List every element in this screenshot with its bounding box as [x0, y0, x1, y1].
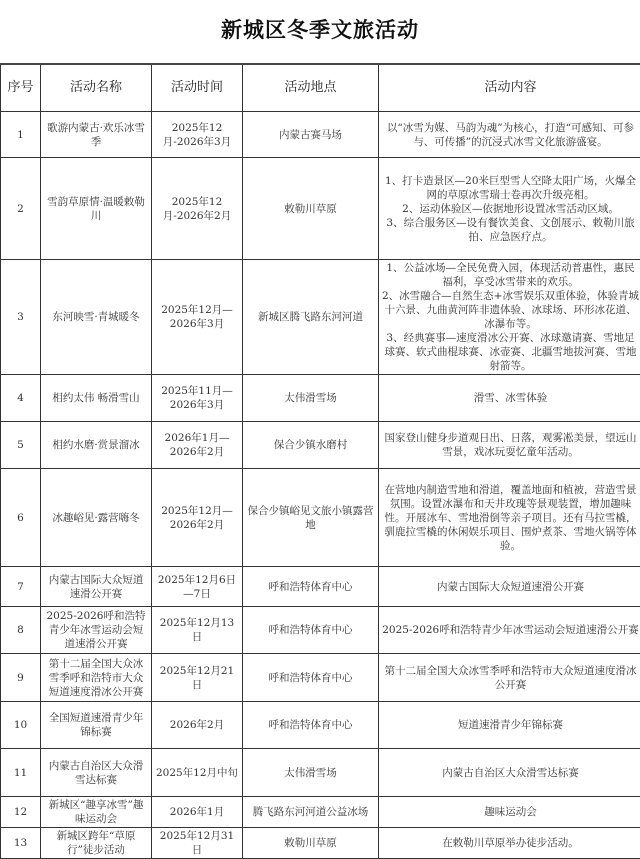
activity-name: 新城区“趣享冰雪”趣味运动会 [41, 797, 152, 828]
activity-name: 相约水磨·赏景溜冰 [41, 422, 152, 469]
activity-name: 新城区跨年“草原行”徒步活动 [41, 828, 152, 859]
content-line: 2、冰雪融合—自然生态+冰雪娱乐双重体验，体验青城十六景、九曲黄河阵非遗体验、冰球场、环形冰花道、冰瀑布等。 [382, 289, 639, 331]
content-line: 在敕勒川草原举办徒步活动。 [382, 836, 639, 850]
content-line: 1、打卡造景区—20米巨型雪人空降太阳广场，火爆全网的草原冰雪瑞士卷再次升级亮相。 [382, 174, 639, 202]
activity-time: 2025年12月-2026年3月 [152, 112, 243, 158]
activity-time: 2025年12月中旬 [152, 749, 243, 797]
table-row [1, 469, 640, 567]
activity-time: 2026年2月 [152, 702, 243, 749]
activity-name: 第十二届全国大众冰雪季呼和浩特市大众短道速度滑冰公开赛 [41, 654, 152, 702]
activity-time: 2025年12月—2026年2月 [152, 469, 243, 567]
activity-time: 2025年12月31日 [152, 828, 243, 859]
activity-name: 内蒙古国际大众短道速滑公开赛 [41, 567, 152, 607]
activity-name: 东河映雪·青城暖冬 [41, 260, 152, 375]
activity-time: 2026年1月 [152, 797, 243, 828]
activity-table [0, 63, 640, 859]
activity-time: 2025年12月13日 [152, 607, 243, 654]
activity-name: 2025-2026呼和浩特青少年冰雪运动会短道速滑公开赛 [41, 607, 152, 654]
activity-location: 保合少镇峪见文旅小镇露营地 [243, 469, 379, 567]
activity-time: 2025年12月21日 [152, 654, 243, 702]
header-content: 活动内容 [379, 64, 640, 112]
row-index: 3 [1, 260, 41, 375]
content-line: 以“冰雪为媒、马韵为魂”为核心，打造“可感知、可参与、可传播”的沉浸式冰雪文化旅游盛宴。 [382, 121, 639, 149]
activity-location: 敕勒川草原 [243, 158, 379, 260]
row-index: 13 [1, 828, 41, 859]
activity-content [379, 469, 640, 567]
activity-content [379, 158, 640, 260]
content-line: 第十二届全国大众冰雪季呼和浩特市大众短道速度滑冰公开赛 [382, 664, 639, 692]
activity-name: 内蒙古自治区大众滑雪达标赛 [41, 749, 152, 797]
row-index: 11 [1, 749, 41, 797]
activity-location: 太伟滑雪场 [243, 749, 379, 797]
table-row [1, 375, 640, 422]
row-index: 2 [1, 158, 41, 260]
activity-time: 2025年11月—2026年3月 [152, 375, 243, 422]
content-line: 短道速滑青少年锦标赛 [382, 718, 639, 732]
activity-location: 内蒙古赛马场 [243, 112, 379, 158]
activity-content [379, 702, 640, 749]
row-index: 6 [1, 469, 41, 567]
activity-location: 呼和浩特体育中心 [243, 654, 379, 702]
content-line: 内蒙古自治区大众滑雪达标赛 [382, 766, 639, 780]
activity-name: 冰趣峪见·露营嗨冬 [41, 469, 152, 567]
activity-content [379, 797, 640, 828]
activity-content [379, 567, 640, 607]
activity-location: 新城区腾飞路东河河道 [243, 260, 379, 375]
content-line: 滑雪、冰雪体验 [382, 391, 639, 405]
activity-name: 雪韵草原情·温暖敕勒川 [41, 158, 152, 260]
activity-time: 2025年12月-2026年2月 [152, 158, 243, 260]
header-index: 序号 [1, 64, 41, 112]
activity-content [379, 260, 640, 375]
activity-content [379, 112, 640, 158]
activity-name: 全国短道速滑青少年锦标赛 [41, 702, 152, 749]
activity-location: 太伟滑雪场 [243, 375, 379, 422]
activity-time: 2025年12月—2026年3月 [152, 260, 243, 375]
activity-location: 呼和浩特体育中心 [243, 567, 379, 607]
activity-location: 保合少镇水磨村 [243, 422, 379, 469]
activity-time: 2026年1月—2026年2月 [152, 422, 243, 469]
table-row [1, 749, 640, 797]
content-line: 2、运动体验区—依据地形设置冰雪活动区域。 [382, 202, 639, 216]
table-row [1, 112, 640, 158]
content-line: 内蒙古国际大众短道速滑公开赛 [382, 580, 639, 594]
table-row [1, 654, 640, 702]
content-line: 趣味运动会 [382, 805, 639, 819]
table-row [1, 260, 640, 375]
table-row [1, 702, 640, 749]
row-index: 12 [1, 797, 41, 828]
activity-content [379, 607, 640, 654]
content-line: 在营地内制造雪地和滑道，覆盖地面和植被，营造雪景氛围。设置冰瀑布和天井玫瑰等景观装置，增加趣味性。开展冰车、雪地滑倒等亲子项目。还有马拉雪橇，驯鹿拉雪橇的休闲娱乐项目、围炉煮茶、雪地火锅等体验。 [382, 483, 639, 553]
activity-name: 相约太伟 畅滑雪山 [41, 375, 152, 422]
activity-location: 敕勒川草原 [243, 828, 379, 859]
row-index: 4 [1, 375, 41, 422]
content-line: 2025-2026呼和浩特青少年冰雪运动会短道速滑公开赛 [382, 623, 639, 637]
table-row [1, 607, 640, 654]
activity-content [379, 375, 640, 422]
header-name: 活动名称 [41, 64, 152, 112]
row-index: 9 [1, 654, 41, 702]
activity-name: 歌游内蒙古·欢乐冰雪季 [41, 112, 152, 158]
content-line: 3、经典赛事—速度滑冰公开赛、冰球邀请赛、雪地足球赛、软式曲棍球赛、冰壶赛、北疆雪地拔河赛、雪地射箭等。 [382, 331, 639, 373]
row-index: 10 [1, 702, 41, 749]
activity-content [379, 828, 640, 859]
activity-content [379, 422, 640, 469]
row-index: 8 [1, 607, 41, 654]
header-time: 活动时间 [152, 64, 243, 112]
table-row [1, 158, 640, 260]
row-index: 5 [1, 422, 41, 469]
content-line: 1、公益冰场—全民免费入园，体现活动普惠性，惠民福利，享受冰雪带来的欢乐。 [382, 261, 639, 289]
activity-location: 腾飞路东河河道公益冰场 [243, 797, 379, 828]
activity-time: 2025年12月6日—7日 [152, 567, 243, 607]
table-row [1, 828, 640, 859]
content-line: 国家登山健身步道观日出、日落，观雾凇美景，望远山雪景，戏冰玩耍忆童年活动。 [382, 431, 639, 459]
activity-content [379, 749, 640, 797]
content-line: 3、综合服务区—设有餐饮美食、文创展示、敕勒川旅拍、应急医疗点。 [382, 216, 639, 244]
table-row [1, 567, 640, 607]
row-index: 7 [1, 567, 41, 607]
row-index: 1 [1, 112, 41, 158]
page-title: 新城区冬季文旅活动 [0, 14, 640, 44]
activity-location: 呼和浩特体育中心 [243, 702, 379, 749]
activity-location: 呼和浩特体育中心 [243, 607, 379, 654]
activity-content [379, 654, 640, 702]
header-location: 活动地点 [243, 64, 379, 112]
table-header-row [1, 64, 640, 112]
table-row [1, 422, 640, 469]
table-row [1, 797, 640, 828]
